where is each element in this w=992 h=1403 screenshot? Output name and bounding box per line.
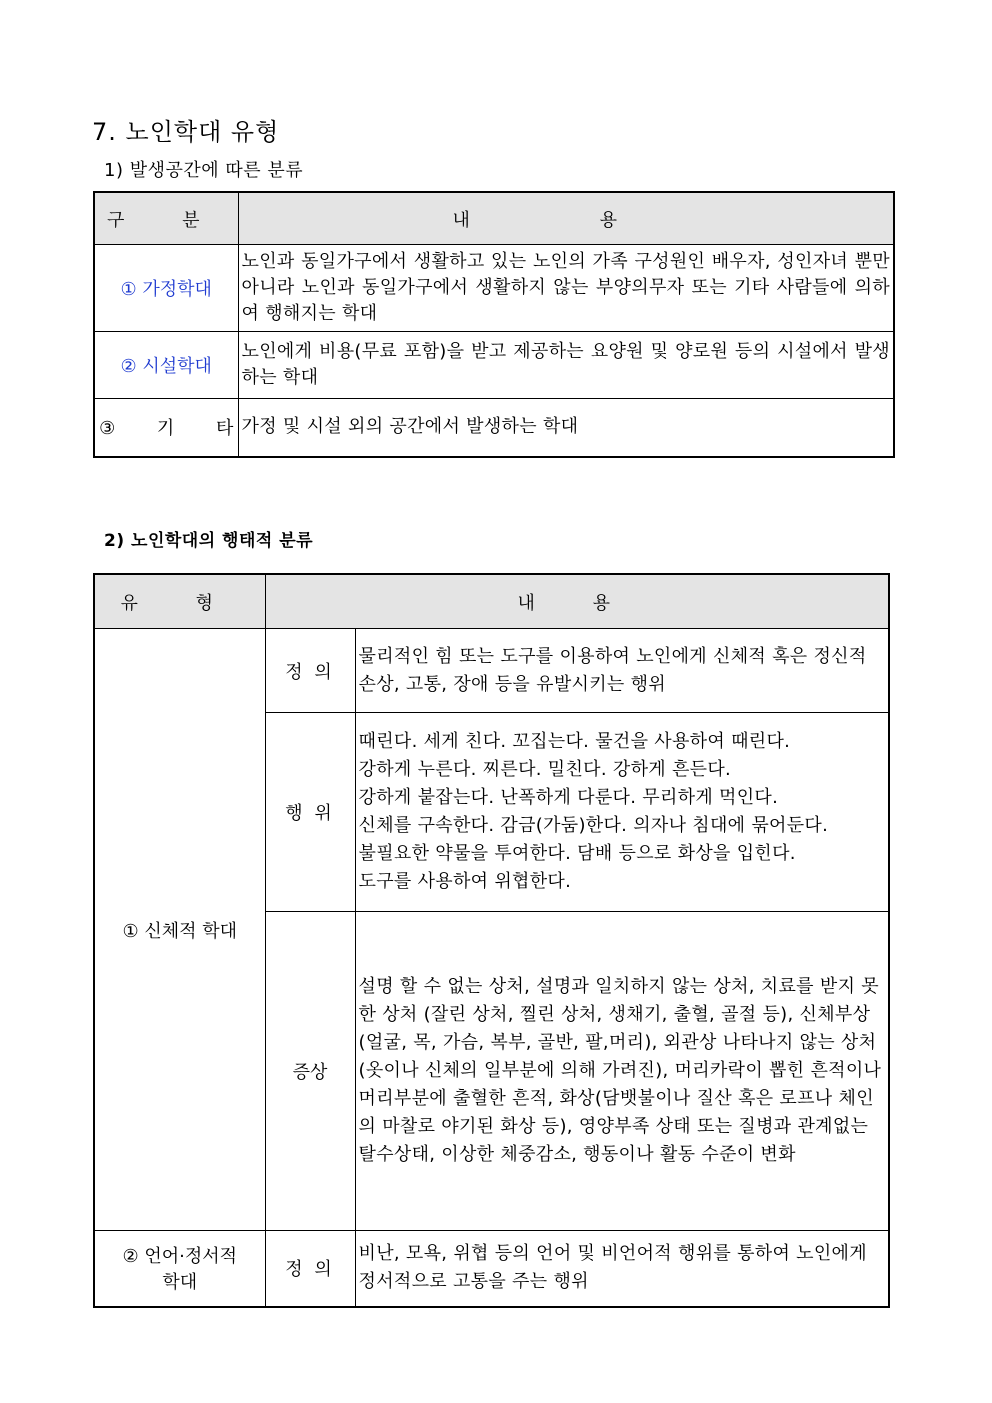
row-text-home: 노인과 동일가구에서 생활하고 있는 노인의 가족 구성원인 배우자, 성인자녀 뿐만 아니라 노인과 동일가구에서 생활하지 않는 부양의무자 또는 기타 사람들에 의하여 행해지는 학대: [238, 245, 894, 332]
act-line: 강하게 붙잡는다. 난폭하게 다룬다. 무리하게 먹인다.: [358, 787, 779, 808]
table-row: [94, 399, 894, 457]
label-definition: 정 의: [265, 629, 355, 713]
page-title: 7. 노인학대 유형: [92, 118, 280, 146]
table-row: [94, 1231, 889, 1307]
behavior-classification-table: [93, 573, 890, 1308]
row-text-other: 가정 및 시설 외의 공간에서 발생하는 학대: [238, 399, 894, 457]
label-acts: 행 위: [265, 713, 355, 912]
physical-definition-text: 물리적인 힘 또는 도구를 이용하여 노인에게 신체적 혹은 정신적 손상, 고통, 장애 등을 유발시키는 행위: [355, 629, 889, 713]
physical-symptoms-text: 설명 할 수 없는 상처, 설명과 일치하지 않는 상처, 치료를 받지 못한 상처 (잘린 상처, 찔린 상처, 생채기, 출혈, 골절 등), 신체부상(얼굴, 목, 가슴, 복부, 골반, 팔,머리), 외관상 나타나지 않는 상처(옷이나 신체의 일부분에 의해 가려진), 머리카락이 뽑힌 흔적이나 머리부분에 출혈한 흔적, 화상(담뱃불이나 질산 혹은 로프나 체인의 마찰로 야기된 화상 등), 영양부족 상태 또는 질병과 관계없는 탈수상태, 이상한 체중감소, 행동이나 활동 수준이 변화: [355, 912, 889, 1231]
header-content: 내 용: [238, 192, 894, 245]
label-symptoms: 증상: [265, 912, 355, 1231]
act-line: 신체를 구속한다. 감금(가둠)한다. 의자나 침대에 묶어둔다.: [358, 815, 829, 836]
row-text-facility: 노인에게 비용(무료 포함)을 받고 제공하는 요양원 및 양로원 등의 시설에서 발생하는 학대: [238, 332, 894, 399]
table-row: [94, 629, 889, 713]
header-type: 유 형: [94, 574, 265, 629]
row-label-home: ① 가정학대: [94, 245, 238, 332]
section1-heading: 1) 발생공간에 따른 분류: [104, 160, 304, 181]
act-line: 불필요한 약물을 투여한다. 담배 등으로 화상을 입힌다.: [358, 843, 796, 864]
type-emotional-line2: 학대: [162, 1272, 198, 1294]
table-row: [94, 245, 894, 332]
header-content: 내 용: [265, 574, 889, 629]
emotional-definition-text: 비난, 모욕, 위협 등의 언어 및 비언어적 행위를 통하여 노인에게 정서적으로 고통을 주는 행위: [355, 1231, 889, 1307]
act-line: 도구를 사용하여 위협한다.: [358, 871, 572, 892]
row-label-other: ③ 기 타: [94, 399, 238, 457]
table-row: [94, 332, 894, 399]
physical-acts-cell: [355, 713, 889, 912]
type-physical: ① 신체적 학대: [94, 629, 265, 1231]
act-line: 때린다. 세게 친다. 꼬집는다. 물건을 사용하여 때린다.: [358, 731, 791, 752]
act-line: 강하게 누른다. 찌른다. 밀친다. 강하게 흔든다.: [358, 759, 732, 780]
table-header-row: [94, 574, 889, 629]
section2-heading: 2) 노인학대의 행태적 분류: [104, 531, 314, 551]
space-classification-table: [93, 191, 895, 458]
label-definition: 정 의: [265, 1231, 355, 1307]
table-header-row: [94, 192, 894, 245]
header-category: 구 분: [94, 192, 238, 245]
row-label-facility: ② 시설학대: [94, 332, 238, 399]
type-emotional-line1: ② 언어·정서적: [122, 1246, 238, 1268]
type-emotional: [94, 1231, 265, 1307]
